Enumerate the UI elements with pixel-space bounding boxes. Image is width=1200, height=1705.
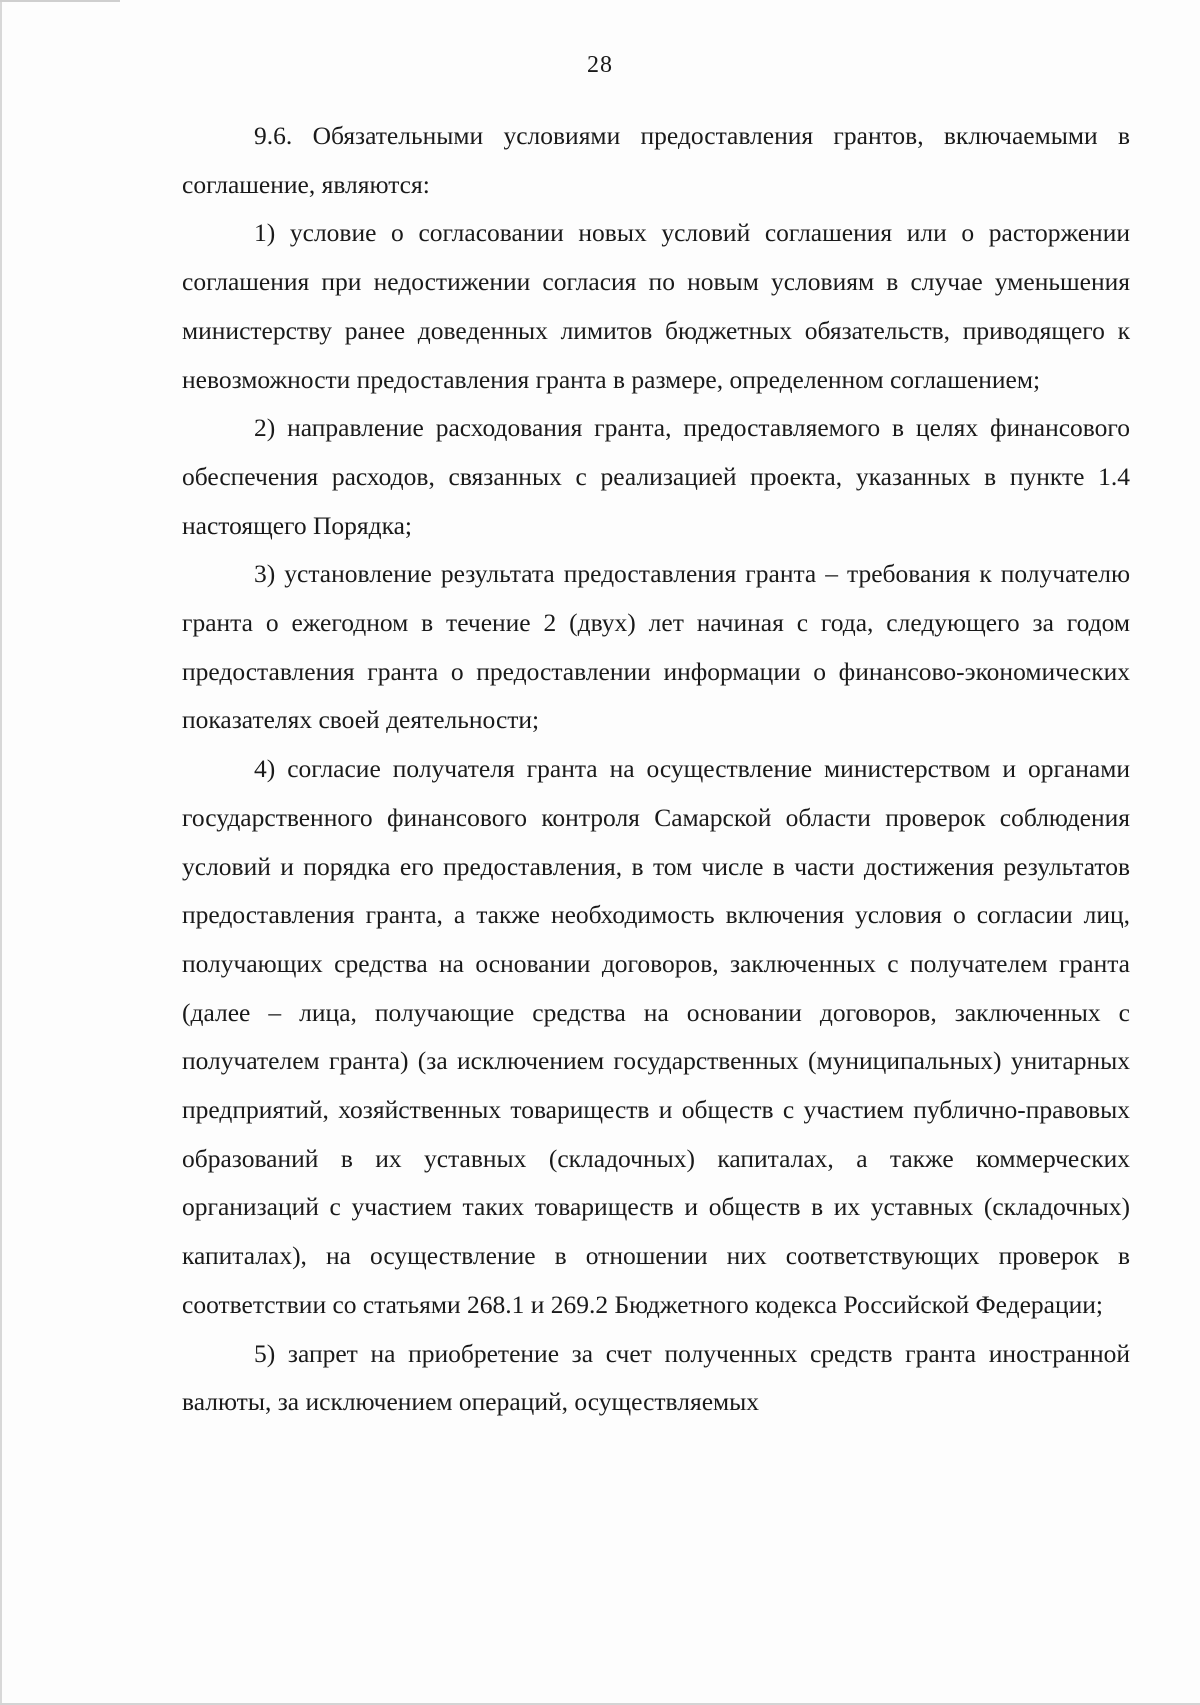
paragraph-item-2: 2) направление расходования гранта, предоставляемого в целях финансового обеспечения расходов, связанных с реализацией проекта, указанных в пункте 1.4 настоящего Порядка; bbox=[182, 413, 1130, 540]
paragraph-item-1: 1) условие о согласовании новых условий соглашения или о расторжении соглашения при недостижении согласия по новым условиям в случае уменьшения министерству ранее доведенных лимитов бюджетных обязательств, приводящего к невозможности предоставления гранта в размере, определенном соглашением; bbox=[182, 218, 1130, 394]
paragraph-9-6-intro: 9.6. Обязательными условиями предоставления грантов, включаемыми в соглашение, являются: bbox=[182, 121, 1130, 199]
page-number: 28 bbox=[587, 52, 613, 78]
paragraph-item-3: 3) установление результата предоставления гранта – требования к получателю гранта о ежегодном в течение 2 (двух) лет начиная с года, следующего за годом предоставления гранта о предоставлении информации о финансово-экономических показателях своей деятельности; bbox=[182, 559, 1130, 735]
document-body bbox=[182, 112, 1130, 1427]
paragraph-item-4: 4) согласие получателя гранта на осуществление министерством и органами государственного финансового контроля Самарской области проверок соблюдения условий и порядка его предоставления, в том числе в части достижения результатов предоставления гранта, а также необходимость включения условия о согласии лиц, получающих средства на основании договоров, заключенных с получателем гранта (далее – лица, получающие средства на основании договоров, заключенных с получателем гранта) (за исключением государственных (муниципальных) унитарных предприятий, хозяйственных товариществ и обществ с участием публично-правовых образований в их уставных (складочных) капиталах, а также коммерческих организаций с участием таких товариществ и обществ в их уставных (складочных) капиталах), на осуществление в отношении них соответствующих проверок в соответствии со статьями 268.1 и 269.2 Бюджетного кодекса Российской Федерации; bbox=[182, 754, 1130, 1319]
paragraph-item-5: 5) запрет на приобретение за счет полученных средств гранта иностранной валюты, за исключением операций, осуществляемых bbox=[182, 1338, 1130, 1417]
scan-edge bbox=[0, 0, 2, 1705]
scan-edge bbox=[0, 0, 120, 2]
